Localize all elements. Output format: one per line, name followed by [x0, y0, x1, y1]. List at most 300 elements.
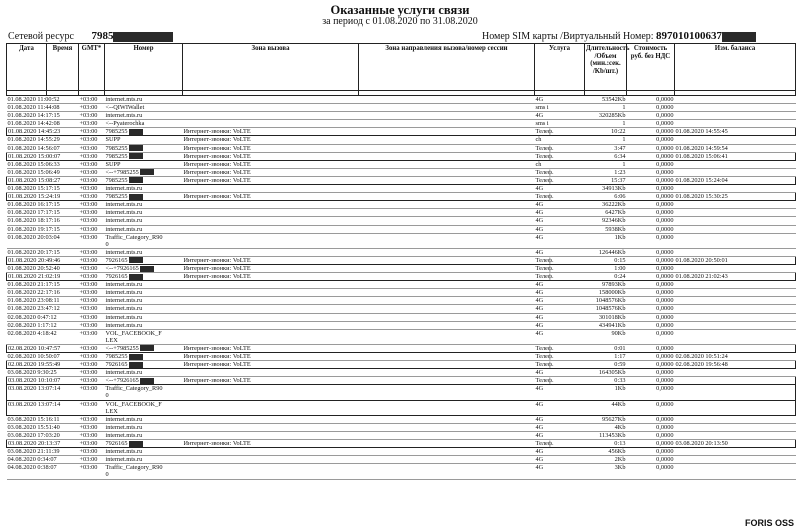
cell-duration-text: 53542Kb [602, 96, 626, 103]
cell-duration-text: 0:59 [614, 361, 626, 369]
cell-datetime [7, 353, 79, 361]
cell-datetime [7, 305, 79, 313]
redaction-bar [140, 345, 154, 351]
cell-gmt-text: +03:00 [79, 168, 98, 176]
cell-direction-zone [359, 361, 535, 369]
cell-cost-text: 0,0000 [656, 385, 674, 393]
cell-service-text: 4G [535, 423, 544, 431]
table-row [7, 128, 796, 136]
cell-service-text: 4G [535, 201, 544, 209]
cell-call-zone [183, 144, 359, 152]
redaction-bar [129, 153, 143, 159]
cell-service [535, 248, 585, 256]
cell-number [105, 273, 183, 281]
redaction-bar [113, 32, 173, 42]
cell-cost-text: 0,0000 [656, 344, 674, 352]
cell-number [105, 329, 183, 344]
cell-call-zone [183, 456, 359, 464]
cell-direction-zone [359, 464, 535, 479]
table-row [7, 456, 796, 464]
cell-cost [627, 104, 675, 112]
cell-duration-text: 15:37 [611, 176, 626, 184]
cell-balance-change-text: 01.08.2020 15:24:04 [675, 176, 728, 184]
cell-gmt [79, 168, 105, 176]
cell-number [105, 96, 183, 104]
cell-balance-change [675, 385, 796, 400]
cell-cost [627, 128, 675, 136]
cell-direction-zone [359, 448, 535, 456]
cell-duration-text: 95627Kb [602, 415, 626, 423]
cell-service-text: 4G [535, 313, 544, 321]
cell-call-zone-text: Интернет-звонки: VoLTE [183, 136, 251, 144]
cell-balance-change [675, 361, 796, 369]
cell-cost-text: 0,0000 [656, 201, 674, 209]
cell-gmt [79, 233, 105, 248]
cell-number-text: Traffic_Category_R90 [105, 464, 163, 472]
cell-gmt [79, 415, 105, 423]
cell-number-text: internet.mts.ru [105, 217, 143, 225]
cell-datetime [7, 248, 79, 256]
cell-balance-change [675, 313, 796, 321]
cell-gmt-text: +03:00 [79, 456, 98, 464]
cell-number-text: 7985255 [105, 353, 128, 360]
cell-call-zone [183, 353, 359, 361]
cell-datetime [7, 448, 79, 456]
cell-call-zone [183, 377, 359, 385]
cell-duration-text: 434941Kb [598, 321, 626, 329]
cell-number [105, 176, 183, 184]
cell-direction-zone [359, 120, 535, 128]
cell-direction-zone [359, 297, 535, 305]
cell-service [535, 144, 585, 152]
cell-service-text: 4G [535, 464, 544, 472]
cell-gmt [79, 281, 105, 289]
cell-duration [585, 264, 627, 272]
cell-cost-text: 0,0000 [656, 185, 674, 193]
cell-cost [627, 209, 675, 217]
cell-gmt [79, 264, 105, 272]
cell-service-text: 4G [535, 96, 544, 103]
cell-gmt [79, 456, 105, 464]
cell-direction-zone [359, 144, 535, 152]
cell-call-zone [183, 369, 359, 377]
cell-number-text: internet.mts.ru [105, 225, 143, 233]
cell-number [105, 193, 183, 201]
col-header-balance-change: Изм. баланса [675, 44, 796, 91]
cell-cost-text: 0,0000 [656, 369, 674, 377]
cell-gmt-text: +03:00 [79, 321, 98, 329]
cell-datetime-text: 01.08.2020 14:42:08 [7, 120, 60, 128]
cell-service-text: Телеф. [535, 377, 554, 385]
cell-number [105, 281, 183, 289]
cell-duration [585, 104, 627, 112]
cell-cost [627, 385, 675, 400]
cell-cost-text: 0,0000 [656, 209, 674, 217]
cell-service [535, 305, 585, 313]
cell-balance-change [675, 377, 796, 385]
cell-cost-text: 0,0000 [656, 353, 674, 360]
cell-cost-text: 0,0000 [656, 313, 674, 321]
cell-number [105, 431, 183, 439]
cell-service-text: 4G [535, 305, 544, 313]
sim-number [482, 30, 756, 42]
cell-cost-text: 0,0000 [656, 423, 674, 431]
cell-service [535, 120, 585, 128]
cell-cost-text: 0,0000 [656, 281, 674, 289]
cell-call-zone-text: Интернет-звонки: VoLTE [183, 264, 251, 272]
table-body [7, 96, 796, 480]
cell-datetime-text: 03.08.2020 15:51:40 [7, 423, 60, 431]
table-row [7, 176, 796, 184]
cell-duration [585, 273, 627, 281]
cell-call-zone [183, 297, 359, 305]
cell-service [535, 209, 585, 217]
cell-service [535, 193, 585, 201]
cell-balance-change [675, 112, 796, 120]
cell-balance-change [675, 201, 796, 209]
cell-datetime [7, 361, 79, 369]
cell-duration [585, 321, 627, 329]
cell-balance-change [675, 104, 796, 112]
cell-datetime-text: 01.08.2020 14:55:29 [7, 136, 60, 144]
cell-direction-zone [359, 160, 535, 168]
redaction-bar [140, 378, 154, 384]
cell-gmt [79, 297, 105, 305]
cell-gmt-text: +03:00 [79, 415, 98, 423]
cell-number [105, 136, 183, 144]
cell-number [105, 120, 183, 128]
table-row [7, 120, 796, 128]
cell-cost-text: 0,0000 [656, 431, 674, 439]
cell-service-text: 4G [535, 329, 544, 337]
cell-number [105, 344, 183, 352]
cell-direction-zone [359, 329, 535, 344]
network-resource-value: 7985 [91, 30, 114, 42]
cell-number-text: internet.mts.ru [105, 209, 143, 217]
cell-datetime [7, 128, 79, 136]
cell-gmt-text: +03:00 [79, 225, 98, 233]
cell-balance-change [675, 344, 796, 352]
cell-cost [627, 273, 675, 281]
cell-cost [627, 160, 675, 168]
cell-service-text: sms i [535, 104, 549, 112]
cell-cost [627, 217, 675, 225]
cell-cost [627, 400, 675, 415]
cell-number-text: <--+7985255 [105, 344, 139, 352]
cell-duration-text: 3:47 [614, 144, 626, 152]
cell-service [535, 415, 585, 423]
cell-duration [585, 185, 627, 193]
cell-datetime-text: 02.08.2020 10:50:07 [7, 353, 60, 360]
cell-duration [585, 233, 627, 248]
cell-service-text: 4G [535, 217, 544, 225]
table-row [7, 369, 796, 377]
cell-gmt-text: +03:00 [79, 256, 98, 264]
cell-call-zone [183, 112, 359, 120]
cell-service-text: sms i [535, 120, 549, 128]
cell-call-zone [183, 264, 359, 272]
cell-gmt-text: +03:00 [79, 448, 98, 456]
cell-datetime-text: 01.08.2020 14:45:23 [8, 128, 61, 136]
cell-gmt [79, 289, 105, 297]
cell-number-text: VOL_FACEBOOK_F [105, 329, 162, 337]
table-row [7, 152, 796, 160]
cell-gmt-text: +03:00 [79, 248, 98, 256]
cell-gmt [79, 385, 105, 400]
table-row [7, 385, 796, 400]
network-resource [8, 30, 173, 42]
cell-datetime-text: 02.08.2020 10:47:57 [8, 344, 61, 352]
cell-cost [627, 281, 675, 289]
cell-service [535, 329, 585, 344]
table-row [7, 329, 796, 344]
cell-balance-change-text: 02.08.2020 19:56:48 [675, 361, 728, 369]
cell-number [105, 144, 183, 152]
cell-balance-change [675, 423, 796, 431]
cell-gmt-text: +03:00 [79, 233, 98, 241]
cell-service [535, 456, 585, 464]
cell-service-text: Телеф. [535, 361, 554, 369]
cell-number-text: internet.mts.ru [105, 456, 143, 464]
table-row [7, 400, 796, 415]
cell-gmt-text: +03:00 [79, 264, 98, 272]
cell-datetime [7, 313, 79, 321]
cell-number-text: internet.mts.ru [105, 201, 143, 209]
table-row [7, 415, 796, 423]
cell-gmt-text: +03:00 [79, 297, 98, 305]
cell-gmt [79, 448, 105, 456]
cell-balance-change [675, 256, 796, 264]
cell-number-text: 7926165 [105, 440, 128, 448]
cell-number-text: internet.mts.ru [105, 321, 143, 329]
cell-number-continuation: 0 [105, 392, 109, 400]
cell-call-zone-text: Интернет-звонки: VoLTE [183, 176, 251, 184]
cell-cost [627, 431, 675, 439]
cell-datetime-text: 01.08.2020 15:24:19 [8, 193, 61, 201]
cell-gmt-text: +03:00 [79, 440, 98, 448]
table-row [7, 361, 796, 369]
cell-call-zone [183, 248, 359, 256]
cell-call-zone [183, 321, 359, 329]
cell-duration [585, 456, 627, 464]
col-header-direction-zone: Зона направления вызова/номер сессии [359, 44, 535, 91]
report-title: Оказанные услуги связи [330, 3, 470, 17]
cell-number [105, 112, 183, 120]
table-row [7, 353, 796, 361]
cell-datetime-text: 01.08.2020 15:17:15 [7, 185, 60, 193]
redaction-bar [129, 274, 143, 280]
cell-number [105, 128, 183, 136]
cell-gmt [79, 431, 105, 439]
cell-datetime-text: 03.08.2020 13:07:14 [8, 385, 61, 393]
cell-service-text: Телеф. [535, 344, 554, 352]
cell-datetime [7, 456, 79, 464]
cell-call-zone-text: Интернет-звонки: VoLTE [183, 273, 251, 281]
cell-cost-text: 0,0000 [656, 329, 674, 337]
cell-number [105, 321, 183, 329]
cell-number-text: internet.mts.ru [105, 313, 143, 321]
cell-service [535, 256, 585, 264]
cell-duration-text: 456Kb [608, 448, 626, 456]
cell-datetime-text: 01.08.2020 18:17:16 [7, 217, 60, 225]
cell-balance-change [675, 464, 796, 479]
cell-duration [585, 96, 627, 104]
cell-duration [585, 248, 627, 256]
cell-duration-text: 1048576Kb [595, 297, 626, 305]
cell-number-text: <--QIWIWallet [105, 104, 145, 112]
cell-number-text: internet.mts.ru [105, 281, 143, 289]
cell-service-text: Телеф. [535, 128, 554, 136]
cell-number-text: internet.mts.ru [105, 415, 143, 423]
redaction-bar [140, 169, 154, 175]
cell-balance-change-text: 01.08.2020 14:59:54 [675, 144, 728, 152]
cell-cost [627, 361, 675, 369]
cell-duration [585, 193, 627, 201]
cell-datetime-text: 03.08.2020 13:07:14 [8, 400, 61, 408]
cell-balance-change-text: 03.08.2020 20:13:50 [675, 440, 728, 448]
cell-balance-change [675, 160, 796, 168]
cell-service [535, 168, 585, 176]
table-row [7, 233, 796, 248]
cell-service-text: Телеф. [535, 168, 554, 176]
cell-duration [585, 152, 627, 160]
cell-cost-text: 0,0000 [656, 225, 674, 233]
table-row [7, 464, 796, 479]
redaction-bar [129, 362, 143, 368]
cell-balance-change-text: 02.08.2020 10:51:24 [675, 353, 728, 360]
cell-datetime-text: 04.08.2020 0:38:07 [7, 464, 57, 472]
cell-datetime-text: 01.08.2020 15:06:49 [7, 168, 60, 176]
cell-service [535, 377, 585, 385]
cell-call-zone [183, 289, 359, 297]
cell-call-zone [183, 217, 359, 225]
cell-gmt-text: +03:00 [79, 152, 98, 160]
cell-service-text: 4G [535, 112, 544, 120]
cell-service-text: 4G [535, 209, 544, 217]
cell-datetime-text: 02.08.2020 0:47:12 [7, 313, 57, 321]
cell-service [535, 353, 585, 361]
cell-datetime-text: 01.08.2020 22:17:16 [7, 289, 60, 297]
cell-direction-zone [359, 305, 535, 313]
cell-duration [585, 313, 627, 321]
cell-direction-zone [359, 248, 535, 256]
table-row [7, 112, 796, 120]
cell-number-text: 7985255 [105, 152, 128, 160]
cell-gmt-text: +03:00 [79, 400, 98, 408]
cell-number-text: <--Pyaterochka [105, 120, 145, 128]
cell-datetime-text: 01.08.2020 20:03:04 [7, 233, 60, 241]
cell-cost [627, 152, 675, 160]
cell-service [535, 185, 585, 193]
cell-duration-text: 113453Kb [599, 431, 626, 439]
cell-call-zone-text: Интернет-звонки: VoLTE [183, 152, 251, 160]
cell-duration [585, 361, 627, 369]
table-row [7, 281, 796, 289]
cell-service-text: ch [535, 160, 542, 168]
cell-gmt [79, 152, 105, 160]
cell-cost-text: 0,0000 [656, 120, 674, 128]
cell-duration [585, 144, 627, 152]
cell-gmt [79, 313, 105, 321]
cell-duration [585, 305, 627, 313]
cell-datetime-text: 01.08.2020 11:44:08 [7, 104, 60, 112]
cell-gmt-text: +03:00 [79, 96, 98, 103]
cell-duration [585, 256, 627, 264]
cell-datetime [7, 440, 79, 448]
cell-balance-change-text: 01.08.2020 15:30:25 [675, 193, 728, 201]
cell-number [105, 440, 183, 448]
cell-number [105, 361, 183, 369]
cell-cost-text: 0,0000 [656, 104, 674, 112]
cell-datetime-text: 03.08.2020 21:11:39 [7, 448, 60, 456]
table-row [7, 168, 796, 176]
cell-call-zone [183, 185, 359, 193]
cell-number [105, 201, 183, 209]
cell-number-text: 7985255 [105, 128, 128, 136]
table-row [7, 448, 796, 456]
cell-duration-text: 36222Kb [602, 201, 626, 209]
cell-gmt-text: +03:00 [79, 209, 98, 217]
cell-datetime-text: 01.08.2020 20:52:40 [7, 264, 60, 272]
cell-datetime [7, 233, 79, 248]
cell-cost [627, 289, 675, 297]
cell-duration-text: 92346Kb [602, 217, 626, 225]
cell-direction-zone [359, 136, 535, 144]
cell-call-zone-text: Интернет-звонки: VoLTE [183, 144, 251, 152]
cell-cost [627, 96, 675, 104]
cell-balance-change-text: 01.08.2020 20:50:01 [675, 256, 728, 264]
cell-datetime-text: 01.08.2020 20:17:15 [7, 248, 60, 256]
cell-number-text: internet.mts.ru [105, 431, 143, 439]
cell-service [535, 273, 585, 281]
cell-balance-change [675, 289, 796, 297]
cell-service-text: 4G [535, 225, 544, 233]
cell-balance-change [675, 152, 796, 160]
cell-number [105, 233, 183, 248]
cell-balance-change [675, 353, 796, 361]
cell-service [535, 297, 585, 305]
cell-direction-zone [359, 273, 535, 281]
cell-direction-zone [359, 176, 535, 184]
cell-direction-zone [359, 209, 535, 217]
cell-call-zone [183, 120, 359, 128]
cell-call-zone-text: Интернет-звонки: VoLTE [183, 160, 251, 168]
cell-service [535, 431, 585, 439]
cell-datetime [7, 136, 79, 144]
footer-brand: FORIS OSS [744, 518, 794, 528]
cell-cost-text: 0,0000 [656, 96, 674, 103]
cell-datetime [7, 464, 79, 479]
table-row [7, 96, 796, 104]
cell-gmt [79, 104, 105, 112]
cell-gmt [79, 361, 105, 369]
cell-call-zone [183, 168, 359, 176]
cell-service-text: 4G [535, 248, 544, 256]
cell-number [105, 385, 183, 400]
cell-direction-zone [359, 281, 535, 289]
cell-call-zone-text: Интернет-звонки: VoLTE [183, 353, 251, 360]
cell-cost-text: 0,0000 [656, 289, 674, 297]
cell-datetime [7, 297, 79, 305]
cell-number [105, 377, 183, 385]
cell-number [105, 305, 183, 313]
cell-datetime-text: 01.08.2020 23:08:11 [7, 297, 60, 305]
cell-duration-text: 1 [622, 136, 626, 144]
cell-number [105, 225, 183, 233]
cell-number-text: Traffic_Category_R90 [105, 385, 163, 393]
cell-number-continuation: 0 [105, 240, 109, 248]
cell-gmt [79, 96, 105, 104]
